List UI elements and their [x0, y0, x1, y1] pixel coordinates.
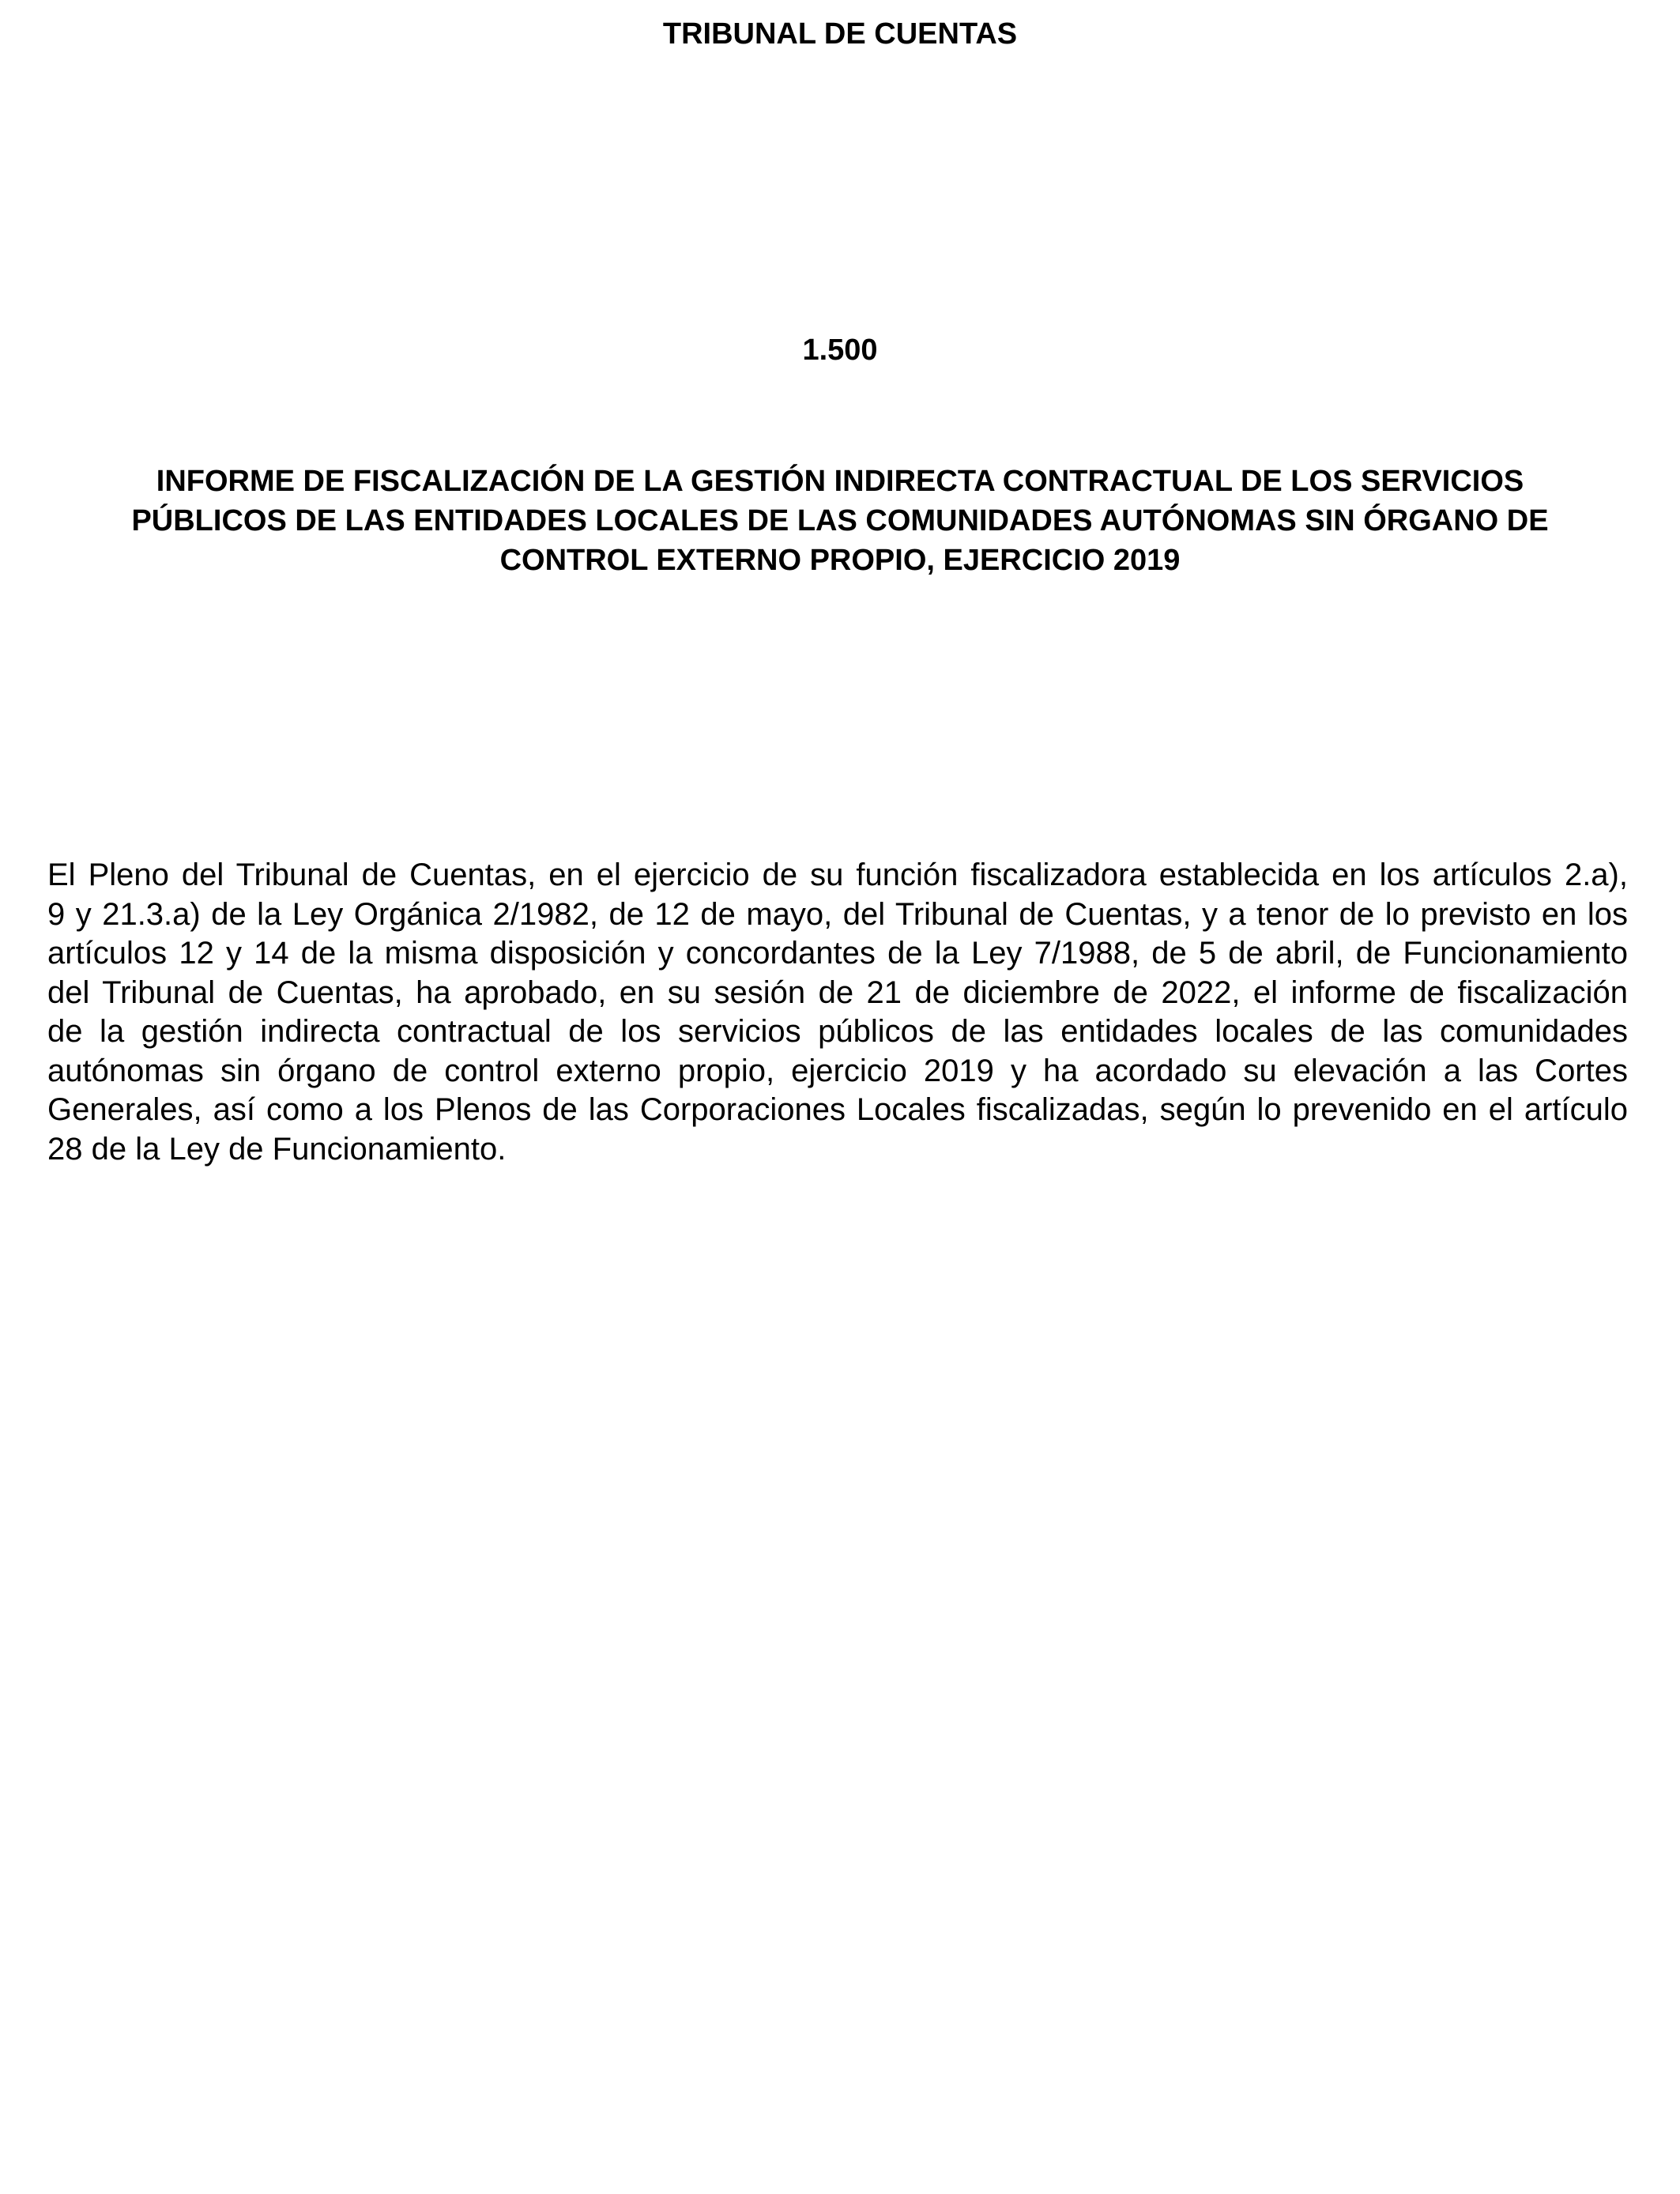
report-title — [47, 462, 1633, 580]
report-title-line: INFORME DE FISCALIZACIÓN DE LA GESTIÓN INDIRECTA CONTRACTUAL DE LOS SERVICIOS — [156, 465, 1524, 498]
paragraph-line: artículos 12 y 14 de la misma disposición y concordantes de la Ley 7/1988, de 5 de abril, de Funcionamiento — [47, 936, 1628, 971]
report-title-line: CONTROL EXTERNO PROPIO, EJERCICIO 2019 — [499, 544, 1181, 577]
paragraph-line: 28 de la Ley de Funcionamiento. — [47, 1131, 507, 1167]
paragraph-line: autónomas sin órgano de control externo propio, ejercicio 2019 y ha acordado su elevación a las Cortes — [47, 1053, 1628, 1088]
report-number: 1.500 — [802, 334, 878, 367]
institution-header: TRIBUNAL DE CUENTAS — [662, 17, 1018, 51]
paragraph-line: Generales, así como a los Plenos de las Corporaciones Locales fiscalizadas, según lo prevenido en el artículo — [47, 1092, 1628, 1127]
paragraph-line: 9 y 21.3.a) de la Ley Orgánica 2/1982, de 12 de mayo, del Tribunal de Cuentas, y a tenor de lo previsto en los — [47, 896, 1628, 932]
paragraph-line: El Pleno del Tribunal de Cuentas, en el ejercicio de su función fiscalizadora establecida en los artículos 2.a), — [47, 858, 1628, 892]
report-title-line: PÚBLICOS DE LAS ENTIDADES LOCALES DE LAS COMUNIDADES AUTÓNOMAS SIN ÓRGANO DE — [131, 504, 1549, 537]
paragraph-line: del Tribunal de Cuentas, ha aprobado, en su sesión de 21 de diciembre de 2022, el informe de fiscalización — [47, 974, 1628, 1010]
paragraph-line: de la gestión indirecta contractual de los servicios públicos de las entidades locales de las comunidades — [47, 1014, 1628, 1049]
approval-paragraph — [47, 856, 1628, 1169]
